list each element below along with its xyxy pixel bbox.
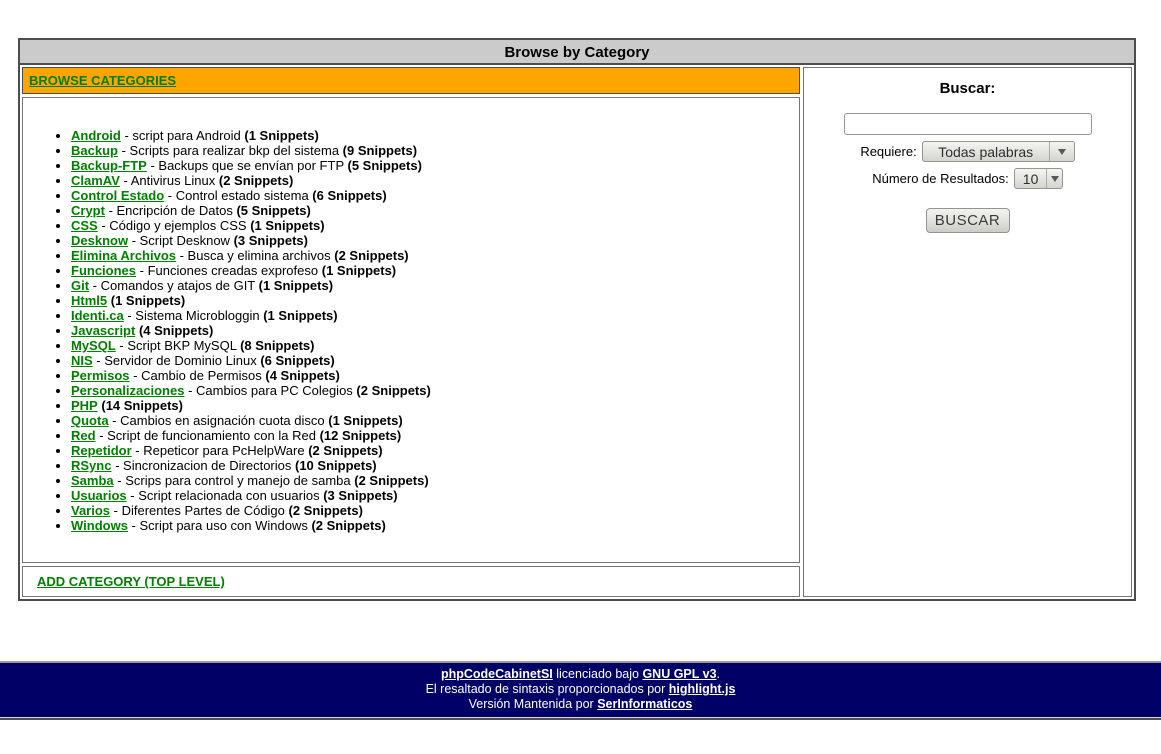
category-link[interactable]: Elimina Archivos bbox=[71, 248, 176, 263]
category-link[interactable]: Varios bbox=[71, 503, 111, 518]
category-link[interactable]: CSS bbox=[71, 218, 98, 233]
category-link[interactable]: Permisos bbox=[71, 368, 130, 383]
category-snippet-count: (4 Snippets) bbox=[138, 323, 214, 338]
category-item bbox=[71, 338, 799, 353]
main-container bbox=[18, 38, 1136, 601]
category-snippet-count: (1 Snippets) bbox=[258, 278, 334, 293]
category-description: - Script BKP MySQL bbox=[115, 338, 241, 353]
search-input[interactable] bbox=[844, 113, 1092, 135]
category-item bbox=[71, 428, 799, 443]
category-item bbox=[71, 173, 799, 188]
category-snippet-count: (6 Snippets) bbox=[260, 353, 335, 368]
category-link[interactable]: Backup bbox=[71, 143, 118, 158]
category-link[interactable]: NIS bbox=[71, 353, 93, 368]
category-description: - Sincronizacion de Directorios bbox=[111, 458, 295, 473]
category-item bbox=[71, 248, 799, 263]
footer-text: . bbox=[716, 667, 721, 681]
category-link[interactable]: Git bbox=[71, 278, 90, 293]
category-link[interactable]: Javascript bbox=[71, 323, 136, 338]
category-description: - Script relacionada con usuarios bbox=[126, 488, 324, 503]
results-select-value: 10 bbox=[1022, 170, 1039, 187]
footer-line-3 bbox=[0, 697, 1161, 712]
category-snippet-count: (1 Snippets) bbox=[263, 308, 338, 323]
category-snippet-count: (3 Snippets) bbox=[323, 488, 398, 503]
category-snippet-count: (6 Snippets) bbox=[312, 188, 387, 203]
category-snippet-count: (10 Snippets) bbox=[295, 458, 377, 473]
footer-text: El resaltado de sintaxis proporcionados por bbox=[425, 682, 669, 696]
footer-line-1 bbox=[0, 667, 1161, 682]
require-select[interactable] bbox=[922, 141, 1075, 162]
bottom-divider bbox=[0, 718, 1161, 720]
category-snippet-count: (4 Snippets) bbox=[265, 368, 340, 383]
category-description: - Script Desknow bbox=[128, 233, 234, 248]
category-snippet-count: (1 Snippets) bbox=[321, 263, 397, 278]
category-description: - Encripción de Datos bbox=[104, 203, 237, 218]
category-description: - script para Android bbox=[120, 128, 245, 143]
category-link[interactable]: Samba bbox=[71, 473, 114, 488]
content-area bbox=[20, 65, 1134, 599]
footer bbox=[0, 661, 1161, 718]
search-panel bbox=[803, 67, 1132, 597]
results-label: Número de Resultados: bbox=[872, 171, 1009, 186]
category-description: - Backups que se envían por FTP bbox=[146, 158, 348, 173]
category-item bbox=[71, 158, 799, 173]
category-item bbox=[71, 188, 799, 203]
categories-column bbox=[22, 67, 800, 597]
category-item bbox=[71, 368, 799, 383]
category-item bbox=[71, 293, 799, 308]
category-snippet-count: (1 Snippets) bbox=[328, 413, 403, 428]
category-snippet-count: (2 Snippets) bbox=[218, 173, 294, 188]
buscar-button[interactable]: BUSCAR bbox=[926, 208, 1010, 233]
category-item bbox=[71, 443, 799, 458]
browse-categories-link[interactable]: BROWSE CATEGORIES bbox=[29, 73, 177, 88]
category-link[interactable]: ClamAV bbox=[71, 173, 120, 188]
category-item bbox=[71, 473, 799, 488]
category-item bbox=[71, 128, 799, 143]
gnu-gpl-link[interactable]: GNU GPL v3 bbox=[642, 667, 717, 681]
category-item bbox=[71, 488, 799, 503]
category-item bbox=[71, 398, 799, 413]
category-snippet-count: (2 Snippets) bbox=[308, 443, 383, 458]
category-link[interactable]: Funciones bbox=[71, 263, 137, 278]
category-link[interactable]: Repetidor bbox=[71, 443, 132, 458]
category-description: - Scripts para realizar bkp del sistema bbox=[117, 143, 343, 158]
category-item bbox=[71, 218, 799, 233]
category-description: - Cambio de Permisos bbox=[129, 368, 266, 383]
category-description: - Comandos y atajos de GIT bbox=[89, 278, 259, 293]
category-snippet-count: (2 Snippets) bbox=[334, 248, 409, 263]
category-description: - Scrips para control y manejo de samba bbox=[113, 473, 355, 488]
chevron-down-icon bbox=[1046, 169, 1061, 188]
category-description: - Control estado sistema bbox=[164, 188, 313, 203]
category-snippet-count: (8 Snippets) bbox=[240, 338, 315, 353]
category-link[interactable]: Quota bbox=[71, 413, 109, 428]
serinformaticos-link[interactable]: SerInformaticos bbox=[597, 697, 693, 711]
category-item bbox=[71, 278, 799, 293]
results-row bbox=[804, 168, 1131, 189]
category-snippet-count: (2 Snippets) bbox=[311, 518, 386, 533]
category-link[interactable]: RSync bbox=[71, 458, 112, 473]
category-snippet-count: (5 Snippets) bbox=[236, 203, 311, 218]
category-item bbox=[71, 458, 799, 473]
category-description: - Funciones creadas exprofeso bbox=[136, 263, 322, 278]
require-select-value: Todas palabras bbox=[938, 143, 1034, 160]
category-link[interactable]: Identi.ca bbox=[71, 308, 124, 323]
category-item bbox=[71, 353, 799, 368]
footer-text: Versión Mantenida por bbox=[468, 697, 598, 711]
category-item bbox=[71, 413, 799, 428]
category-item bbox=[71, 383, 799, 398]
category-link[interactable]: Android bbox=[71, 128, 121, 143]
browse-categories-bar bbox=[22, 67, 800, 94]
category-description: - Código y ejemplos CSS bbox=[97, 218, 251, 233]
category-link[interactable]: PHP bbox=[71, 398, 98, 413]
category-link[interactable]: Personalizaciones bbox=[71, 383, 185, 398]
require-row bbox=[804, 141, 1131, 162]
footer-text: licenciado bajo bbox=[552, 667, 643, 681]
category-snippet-count: (5 Snippets) bbox=[347, 158, 422, 173]
highlightjs-link[interactable]: highlight.js bbox=[668, 682, 736, 696]
category-snippet-count: (12 Snippets) bbox=[319, 428, 402, 443]
add-category-row bbox=[22, 566, 800, 597]
search-title: Buscar: bbox=[939, 80, 996, 97]
category-snippet-count: (9 Snippets) bbox=[342, 143, 418, 158]
require-label: Requiere: bbox=[860, 144, 917, 159]
category-link[interactable]: Red bbox=[71, 428, 96, 443]
category-link[interactable]: Desknow bbox=[71, 233, 129, 248]
category-link[interactable]: Windows bbox=[71, 518, 128, 533]
category-description: - Cambios en asignación cuota disco bbox=[108, 413, 329, 428]
category-link[interactable]: Usuarios bbox=[71, 488, 127, 503]
category-description: - Busca y elimina archivos bbox=[176, 248, 335, 263]
category-list-box bbox=[22, 97, 800, 563]
category-item bbox=[71, 143, 799, 158]
add-category-link[interactable]: ADD CATEGORY (TOP LEVEL) bbox=[37, 574, 225, 589]
category-item bbox=[71, 233, 799, 248]
category-link[interactable]: Control Estado bbox=[71, 188, 165, 203]
category-snippet-count: (1 Snippets) bbox=[250, 218, 325, 233]
category-description: - Sistema Microbloggin bbox=[123, 308, 264, 323]
category-description: - Cambios para PC Colegios bbox=[184, 383, 357, 398]
category-description: - Diferentes Partes de Código bbox=[110, 503, 289, 518]
category-item bbox=[71, 308, 799, 323]
category-description: - Servidor de Dominio Linux bbox=[92, 353, 261, 368]
category-description: - Script para uso con Windows bbox=[127, 518, 312, 533]
category-link[interactable]: Crypt bbox=[71, 203, 105, 218]
category-snippet-count: (3 Snippets) bbox=[233, 233, 308, 248]
category-snippet-count: (2 Snippets) bbox=[288, 503, 363, 518]
chevron-down-icon bbox=[1049, 142, 1074, 161]
footer-line-2 bbox=[0, 682, 1161, 697]
category-link[interactable]: Backup-FTP bbox=[71, 158, 147, 173]
category-item bbox=[71, 503, 799, 518]
category-link[interactable]: MySQL bbox=[71, 338, 116, 353]
category-snippet-count: (1 Snippets) bbox=[244, 128, 319, 143]
phpcodecabinet-link[interactable]: phpCodeCabinetSI bbox=[440, 667, 553, 681]
category-link[interactable]: Html5 bbox=[71, 293, 108, 308]
category-description: - Script de funcionamiento con la Red bbox=[95, 428, 320, 443]
category-list bbox=[23, 128, 799, 533]
page-title: Browse by Category bbox=[20, 40, 1134, 65]
results-select[interactable] bbox=[1014, 168, 1063, 189]
category-snippet-count: (1 Snippets) bbox=[110, 293, 186, 308]
category-description: - Antivirus Linux bbox=[119, 173, 219, 188]
category-item bbox=[71, 323, 799, 338]
category-snippet-count: (2 Snippets) bbox=[354, 473, 429, 488]
category-snippet-count: (2 Snippets) bbox=[356, 383, 431, 398]
category-item bbox=[71, 203, 799, 218]
category-item bbox=[71, 263, 799, 278]
category-item bbox=[71, 518, 799, 533]
category-description: - Repeticor para PcHelpWare bbox=[131, 443, 309, 458]
category-snippet-count: (14 Snippets) bbox=[101, 398, 183, 413]
